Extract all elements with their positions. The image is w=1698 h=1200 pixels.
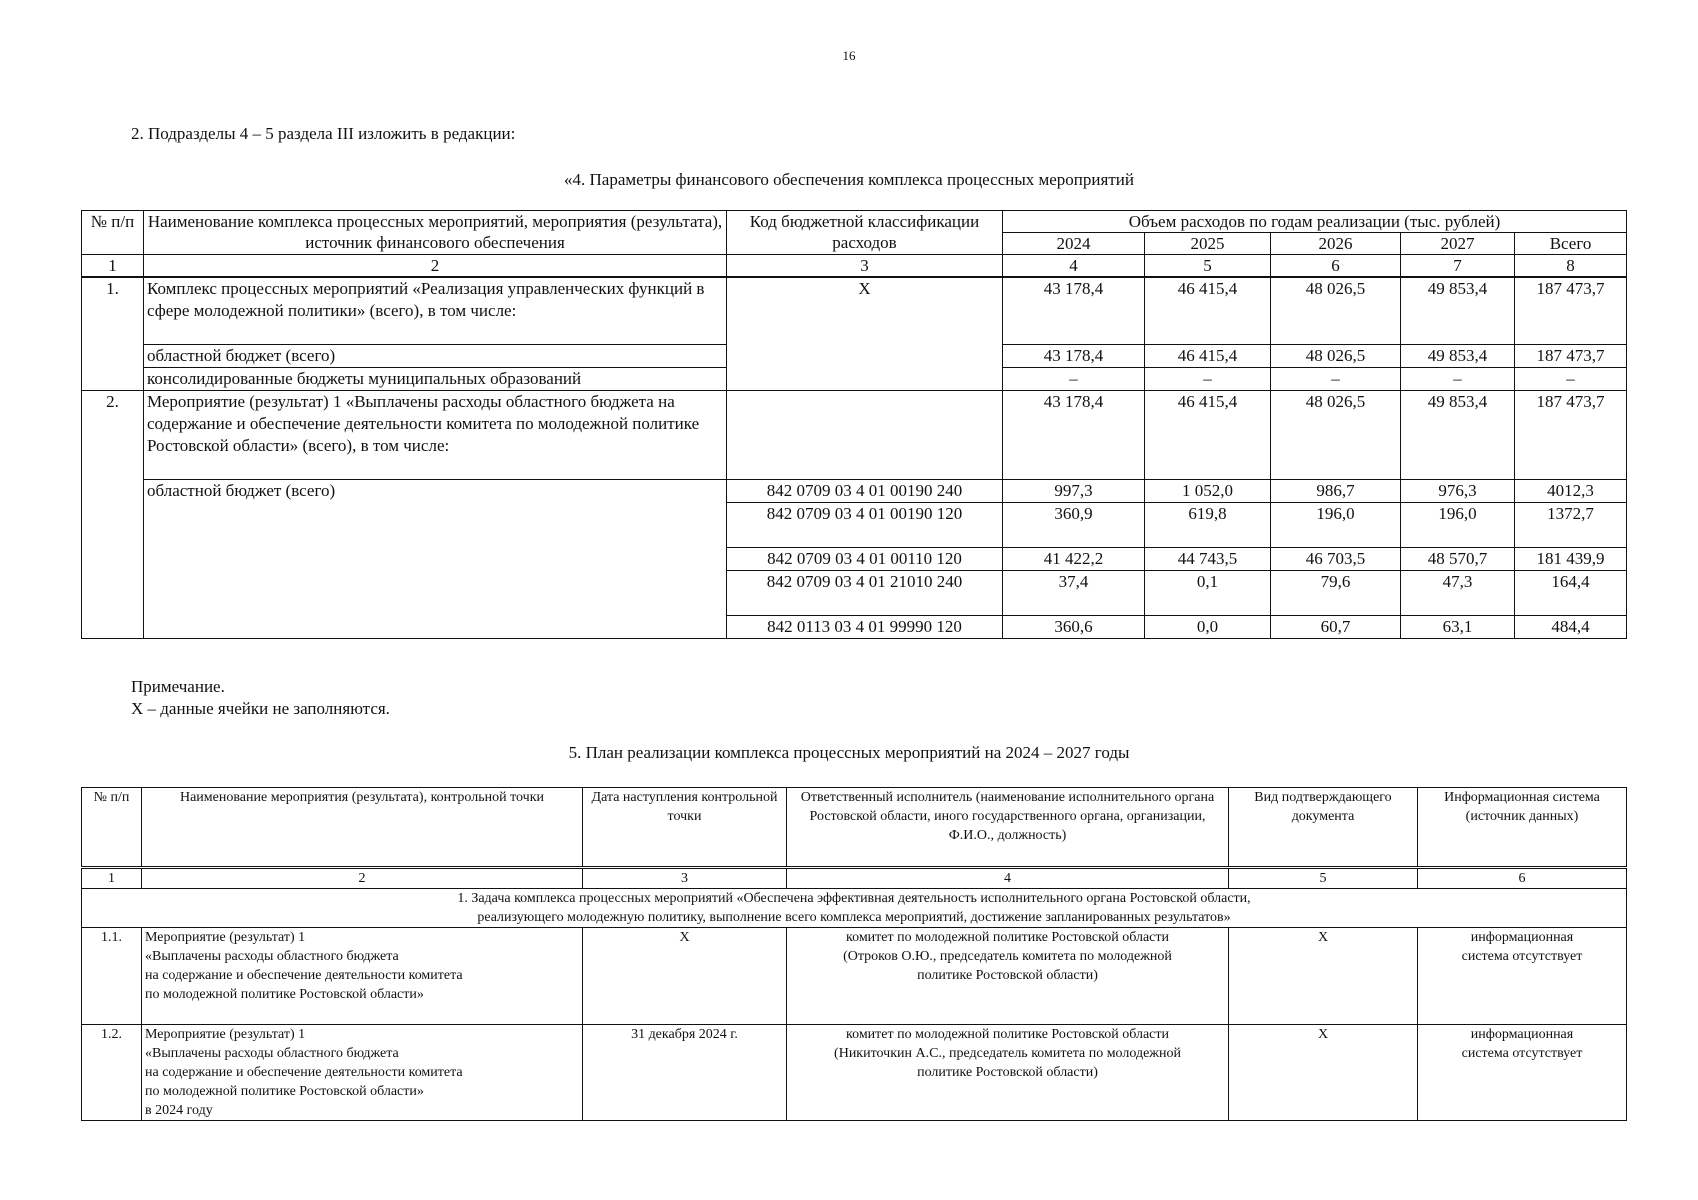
- task-line: 1. Задача комплекса процессных мероприятий «Обеспечена эффективная деятельность исполнительного органа Ростовской области,: [457, 891, 1251, 906]
- index-cell: 4: [1003, 255, 1145, 278]
- value-2026: 48 026,5: [1271, 345, 1401, 368]
- value-2025: 619,8: [1145, 503, 1271, 548]
- value-2025: 0,1: [1145, 571, 1271, 616]
- value-total: 484,4: [1515, 616, 1627, 639]
- note-block: [131, 676, 390, 720]
- name-line: в 2024 году: [145, 1103, 213, 1118]
- row-info: [1418, 1025, 1627, 1121]
- name-line: «Выплачены расходы областного бюджета: [145, 1046, 399, 1061]
- name-line: по молодежной политике Ростовской области»: [145, 1084, 424, 1099]
- table2-header-row: [82, 788, 1627, 868]
- value-2024: 360,9: [1003, 503, 1145, 548]
- row-code: 842 0113 03 4 01 99990 120: [727, 616, 1003, 639]
- value-2025: 0,0: [1145, 616, 1271, 639]
- name-line: на содержание и обеспечение деятельности комитета: [145, 1065, 463, 1080]
- row-doc: X: [1229, 1025, 1418, 1121]
- value-2026: 48 026,5: [1271, 391, 1401, 480]
- value-total: 181 439,9: [1515, 548, 1627, 571]
- value-2024: 43 178,4: [1003, 277, 1145, 345]
- value-2025: 46 415,4: [1145, 277, 1271, 345]
- value-total: –: [1515, 368, 1627, 391]
- row-num: 1.2.: [82, 1025, 142, 1121]
- row-name: Мероприятие (результат) 1 «Выплачены расходы областного бюджета на содержание и обеспечение деятельности комитета по молодежной политике Ростовской области» (всего), в том числе:: [144, 391, 727, 480]
- row-date: 31 декабря 2024 г.: [583, 1025, 787, 1121]
- header-info: Информационная система (источник данных): [1418, 788, 1627, 868]
- value-2025: –: [1145, 368, 1271, 391]
- value-2026: –: [1271, 368, 1401, 391]
- row-name: консолидированные бюджеты муниципальных образований: [144, 368, 727, 391]
- row-num: 1.1.: [82, 928, 142, 1025]
- table-row: [82, 277, 1627, 345]
- info-line: информационная: [1470, 930, 1574, 945]
- row-code: [727, 391, 1003, 480]
- value-2025: 46 415,4: [1145, 345, 1271, 368]
- value-2027: 976,3: [1401, 480, 1515, 503]
- index-cell: 2: [142, 868, 583, 889]
- value-2024: 37,4: [1003, 571, 1145, 616]
- task-description: [82, 889, 1627, 928]
- index-cell: 5: [1145, 255, 1271, 278]
- value-2026: 46 703,5: [1271, 548, 1401, 571]
- header-exec: Ответственный исполнитель (наименование исполнительного органа Ростовской области, иного государственного органа, организации, Ф.И.О., должность): [787, 788, 1229, 868]
- index-cell: 2: [144, 255, 727, 278]
- row-exec: [787, 1025, 1229, 1121]
- header-total: Всего: [1515, 233, 1627, 255]
- info-line: система отсутствует: [1461, 949, 1583, 964]
- financing-table: [81, 210, 1627, 639]
- value-total: 187 473,7: [1515, 345, 1627, 368]
- index-cell: 4: [787, 868, 1229, 889]
- value-2027: 49 853,4: [1401, 345, 1515, 368]
- value-2024: 997,3: [1003, 480, 1145, 503]
- value-total: 1372,7: [1515, 503, 1627, 548]
- value-2026: 48 026,5: [1271, 277, 1401, 345]
- row-num: 2.: [82, 391, 144, 639]
- exec-line: политике Ростовской области): [917, 968, 1098, 983]
- task-line: реализующего молодежную политику, выполнение всего комплекса мероприятий, достижение запланированных результатов»: [477, 910, 1231, 925]
- table1-header-row: [82, 211, 1627, 233]
- index-cell: 7: [1401, 255, 1515, 278]
- header-code: Код бюджетной классификации расходов: [727, 211, 1003, 255]
- value-total: 164,4: [1515, 571, 1627, 616]
- value-2024: 360,6: [1003, 616, 1145, 639]
- value-2026: 196,0: [1271, 503, 1401, 548]
- row-name: областной бюджет (всего): [144, 345, 727, 368]
- name-line: «Выплачены расходы областного бюджета: [145, 949, 399, 964]
- table-row: [82, 1025, 1627, 1121]
- index-cell: 6: [1271, 255, 1401, 278]
- header-years-group: Объем расходов по годам реализации (тыс. рублей): [1003, 211, 1627, 233]
- exec-line: (Отроков О.Ю., председатель комитета по молодежной: [843, 949, 1172, 964]
- row-info: [1418, 928, 1627, 1025]
- info-line: система отсутствует: [1461, 1046, 1583, 1061]
- name-line: Мероприятие (результат) 1: [145, 930, 306, 945]
- exec-line: комитет по молодежной политике Ростовской области: [846, 1027, 1169, 1042]
- table-row: [82, 480, 1627, 503]
- row-name: Комплекс процессных мероприятий «Реализация управленческих функций в сфере молодежной политики» (всего), в том числе:: [144, 277, 727, 345]
- row-code: X: [727, 277, 1003, 391]
- plan-table: [81, 787, 1627, 1121]
- header-name: Наименование мероприятия (результата), контрольной точки: [142, 788, 583, 868]
- row-name: [142, 1025, 583, 1121]
- value-2024: 41 422,2: [1003, 548, 1145, 571]
- value-2025: 1 052,0: [1145, 480, 1271, 503]
- header-2024: 2024: [1003, 233, 1145, 255]
- row-code: 842 0709 03 4 01 21010 240: [727, 571, 1003, 616]
- row-name: областной бюджет (всего): [144, 480, 727, 639]
- instruction-text: 2. Подразделы 4 – 5 раздела III изложить в редакции:: [131, 124, 516, 143]
- header-2026: 2026: [1271, 233, 1401, 255]
- row-doc: X: [1229, 928, 1418, 1025]
- header-doc: Вид подтверждающего документа: [1229, 788, 1418, 868]
- header-num: № п/п: [82, 211, 144, 255]
- row-code: 842 0709 03 4 01 00190 240: [727, 480, 1003, 503]
- row-date: X: [583, 928, 787, 1025]
- table2-title: 5. План реализации комплекса процессных мероприятий на 2024 – 2027 годы: [568, 743, 1130, 762]
- note-title: Примечание.: [131, 677, 225, 696]
- value-2026: 60,7: [1271, 616, 1401, 639]
- exec-line: политике Ростовской области): [917, 1065, 1098, 1080]
- table2-index-row: [82, 868, 1627, 889]
- index-cell: 5: [1229, 868, 1418, 889]
- page-number: 16: [842, 48, 856, 63]
- value-2027: –: [1401, 368, 1515, 391]
- index-cell: 6: [1418, 868, 1627, 889]
- header-2027: 2027: [1401, 233, 1515, 255]
- row-name: [142, 928, 583, 1025]
- index-cell: 3: [727, 255, 1003, 278]
- name-line: на содержание и обеспечение деятельности комитета: [145, 968, 463, 983]
- value-2027: 63,1: [1401, 616, 1515, 639]
- table-row: [82, 928, 1627, 1025]
- table1-title: «4. Параметры финансового обеспечения комплекса процессных мероприятий: [564, 170, 1134, 189]
- name-line: по молодежной политике Ростовской области»: [145, 987, 424, 1002]
- row-num: 1.: [82, 277, 144, 391]
- header-date: Дата наступления контрольной точки: [583, 788, 787, 868]
- value-2024: 43 178,4: [1003, 345, 1145, 368]
- note-text: X – данные ячейки не заполняются.: [131, 699, 390, 718]
- index-cell: 1: [82, 255, 144, 278]
- header-2025: 2025: [1145, 233, 1271, 255]
- info-line: информационная: [1470, 1027, 1574, 1042]
- value-2027: 49 853,4: [1401, 277, 1515, 345]
- value-2027: 47,3: [1401, 571, 1515, 616]
- index-cell: 1: [82, 868, 142, 889]
- row-code: 842 0709 03 4 01 00190 120: [727, 503, 1003, 548]
- value-2026: 986,7: [1271, 480, 1401, 503]
- value-2027: 196,0: [1401, 503, 1515, 548]
- value-2027: 49 853,4: [1401, 391, 1515, 480]
- value-2024: 43 178,4: [1003, 391, 1145, 480]
- value-2026: 79,6: [1271, 571, 1401, 616]
- task-row: [82, 889, 1627, 928]
- index-cell: 3: [583, 868, 787, 889]
- value-2027: 48 570,7: [1401, 548, 1515, 571]
- exec-line: комитет по молодежной политике Ростовской области: [846, 930, 1169, 945]
- value-2025: 44 743,5: [1145, 548, 1271, 571]
- name-line: Мероприятие (результат) 1: [145, 1027, 306, 1042]
- header-num: № п/п: [82, 788, 142, 868]
- value-2025: 46 415,4: [1145, 391, 1271, 480]
- row-exec: [787, 928, 1229, 1025]
- table1-index-row: [82, 255, 1627, 278]
- table-row: [82, 391, 1627, 480]
- value-total: 187 473,7: [1515, 277, 1627, 345]
- header-name: Наименование комплекса процессных мероприятий, мероприятия (результата), источник финансового обеспечения: [144, 211, 727, 255]
- index-cell: 8: [1515, 255, 1627, 278]
- row-code: 842 0709 03 4 01 00110 120: [727, 548, 1003, 571]
- exec-line: (Никиточкин А.С., председатель комитета по молодежной: [834, 1046, 1181, 1061]
- value-2024: –: [1003, 368, 1145, 391]
- value-total: 187 473,7: [1515, 391, 1627, 480]
- value-total: 4012,3: [1515, 480, 1627, 503]
